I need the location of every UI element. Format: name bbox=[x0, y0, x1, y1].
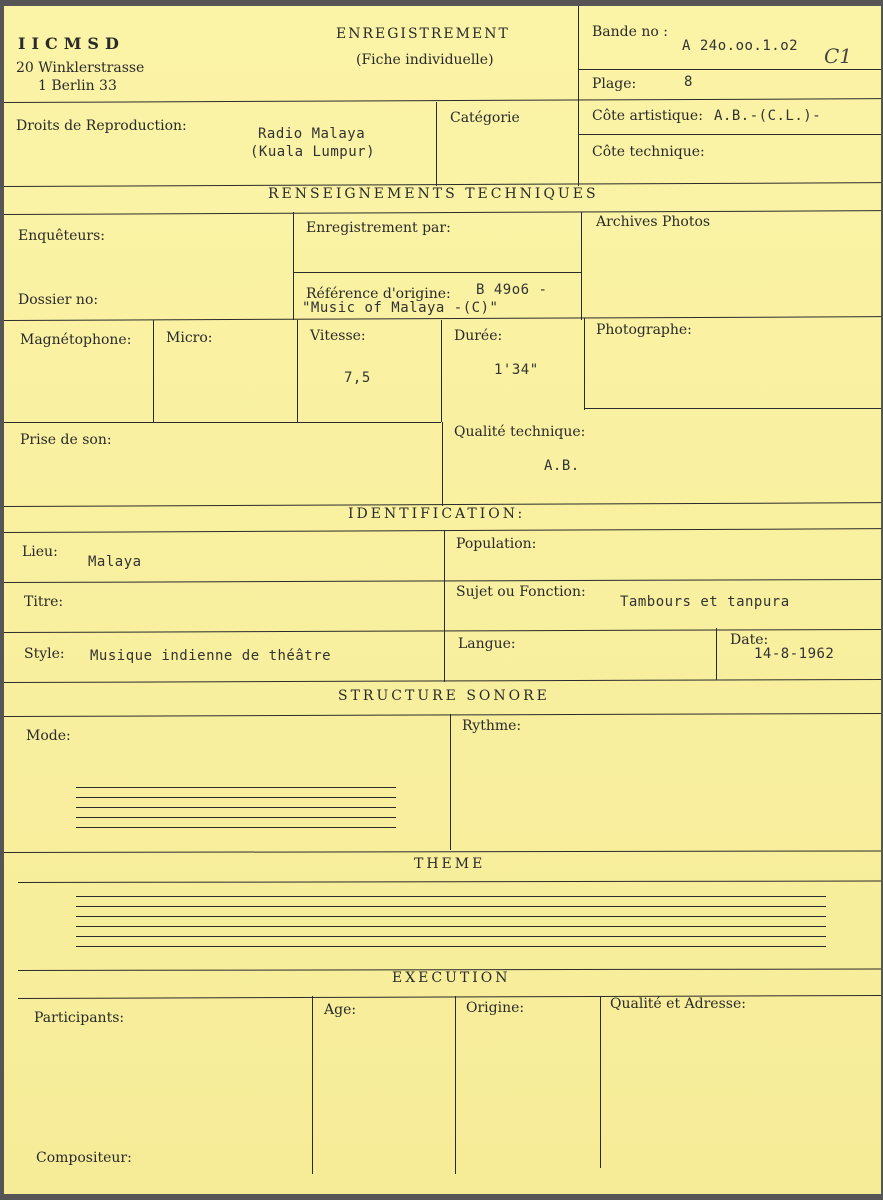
enregistrement-par-label: Enregistrement par: bbox=[306, 220, 451, 236]
enqueteurs-label: Enquêteurs: bbox=[18, 228, 106, 244]
theme-staff-line bbox=[76, 936, 826, 937]
plage-value: 8 bbox=[684, 74, 693, 90]
divider bbox=[436, 102, 437, 186]
bande-label: Bande no : bbox=[592, 24, 668, 40]
section-title-theme: THEME bbox=[414, 856, 486, 872]
theme-staff-line bbox=[76, 906, 826, 907]
reference-value-2: "Music of Malaya -(C)" bbox=[302, 300, 499, 316]
divider bbox=[578, 6, 579, 102]
age-label: Age: bbox=[324, 1002, 357, 1018]
langue-label: Langue: bbox=[458, 636, 516, 652]
divider bbox=[293, 212, 294, 320]
date-label: Date: bbox=[730, 632, 769, 648]
style-label: Style: bbox=[24, 646, 65, 662]
photographe-label: Photographe: bbox=[596, 322, 692, 338]
reference-value-1: B 49o6 - bbox=[476, 282, 548, 298]
archives-photos-label: Archives Photos bbox=[596, 214, 711, 230]
date-value: 14-8-1962 bbox=[754, 646, 835, 662]
divider bbox=[441, 320, 442, 422]
bande-handwritten-note: C1 bbox=[824, 44, 853, 68]
mode-staff-line bbox=[76, 827, 396, 828]
rights-label: Droits de Reproduction: bbox=[16, 118, 187, 134]
categorie-label: Catégorie bbox=[450, 110, 520, 126]
divider bbox=[581, 212, 582, 320]
divider bbox=[293, 272, 581, 273]
divider bbox=[442, 422, 443, 506]
section-title-identification: IDENTIFICATION: bbox=[348, 506, 526, 522]
form-title: ENREGISTREMENT bbox=[336, 26, 510, 42]
titre-label: Titre: bbox=[24, 594, 64, 610]
qualite-technique-label: Qualité technique: bbox=[454, 424, 586, 440]
mode-staff-line bbox=[76, 787, 396, 788]
theme-staff-line bbox=[76, 946, 826, 947]
qualite-technique-value: A.B. bbox=[544, 458, 580, 474]
archive-record-card bbox=[4, 6, 881, 1194]
cote-artistique-value: A.B.-(C.L.)- bbox=[714, 108, 822, 124]
mode-label: Mode: bbox=[26, 728, 71, 744]
duree-label: Durée: bbox=[454, 328, 503, 344]
divider bbox=[4, 316, 881, 321]
divider bbox=[312, 996, 313, 1174]
sujet-label: Sujet ou Fonction: bbox=[456, 584, 586, 600]
participants-label: Participants: bbox=[34, 1010, 125, 1026]
rythme-label: Rythme: bbox=[462, 718, 522, 734]
qualite-adresse-label: Qualité et Adresse: bbox=[610, 996, 746, 1012]
mode-staff-line bbox=[76, 807, 396, 808]
divider bbox=[4, 528, 881, 533]
origine-label: Origine: bbox=[466, 1000, 525, 1016]
divider bbox=[18, 880, 881, 883]
divider bbox=[4, 422, 441, 423]
divider bbox=[4, 210, 881, 215]
reference-label: Référence d'origine: bbox=[306, 286, 451, 302]
divider bbox=[600, 996, 601, 1168]
section-title-technical: RENSEIGNEMENTS TECHNIQUES bbox=[268, 186, 599, 202]
rights-value-line1: Radio Malaya bbox=[258, 126, 366, 142]
divider bbox=[584, 408, 881, 409]
divider bbox=[455, 996, 456, 1174]
cote-artistique-label: Côte artistique: bbox=[592, 108, 703, 124]
divider bbox=[4, 579, 881, 583]
sujet-value: Tambours et tanpura bbox=[620, 594, 790, 610]
rights-value-line2: (Kuala Lumpur) bbox=[250, 144, 376, 160]
micro-label: Micro: bbox=[166, 330, 213, 346]
lieu-label: Lieu: bbox=[22, 544, 58, 560]
divider bbox=[444, 530, 445, 682]
duree-value: 1'34" bbox=[494, 362, 539, 378]
divider bbox=[4, 850, 881, 853]
compositeur-label: Compositeur: bbox=[36, 1150, 132, 1166]
vitesse-label: Vitesse: bbox=[310, 328, 366, 344]
divider bbox=[584, 318, 585, 410]
divider bbox=[450, 714, 451, 850]
form-subtitle: (Fiche individuelle) bbox=[356, 52, 494, 68]
divider bbox=[4, 713, 881, 717]
divider bbox=[4, 679, 881, 683]
address-street: 20 Winklerstrasse bbox=[16, 60, 145, 76]
dossier-label: Dossier no: bbox=[18, 292, 99, 308]
divider bbox=[153, 320, 154, 422]
divider bbox=[578, 134, 881, 135]
divider bbox=[18, 995, 881, 999]
divider bbox=[4, 98, 881, 103]
theme-staff-line bbox=[76, 916, 826, 917]
section-title-execution: EXECUTION bbox=[392, 970, 511, 986]
prise-de-son-label: Prise de son: bbox=[20, 432, 112, 448]
style-value: Musique indienne de théâtre bbox=[90, 648, 332, 664]
institute-logo: IICMSD bbox=[18, 34, 125, 53]
plage-label: Plage: bbox=[592, 76, 637, 92]
divider bbox=[578, 69, 881, 70]
theme-staff-line bbox=[76, 896, 826, 897]
vitesse-value: 7,5 bbox=[344, 370, 371, 386]
divider bbox=[716, 628, 717, 680]
lieu-value: Malaya bbox=[88, 554, 142, 570]
theme-staff-line bbox=[76, 926, 826, 927]
bande-value: A 24o.oo.1.o2 bbox=[682, 38, 799, 54]
cote-technique-label: Côte technique: bbox=[592, 144, 705, 160]
section-title-structure: STRUCTURE SONORE bbox=[338, 688, 550, 704]
divider bbox=[578, 102, 579, 186]
divider bbox=[297, 320, 298, 422]
address-city: 1 Berlin 33 bbox=[38, 78, 117, 94]
magnetophone-label: Magnétophone: bbox=[20, 332, 132, 348]
mode-staff-line bbox=[76, 797, 396, 798]
population-label: Population: bbox=[456, 536, 537, 552]
mode-staff-line bbox=[76, 817, 396, 818]
